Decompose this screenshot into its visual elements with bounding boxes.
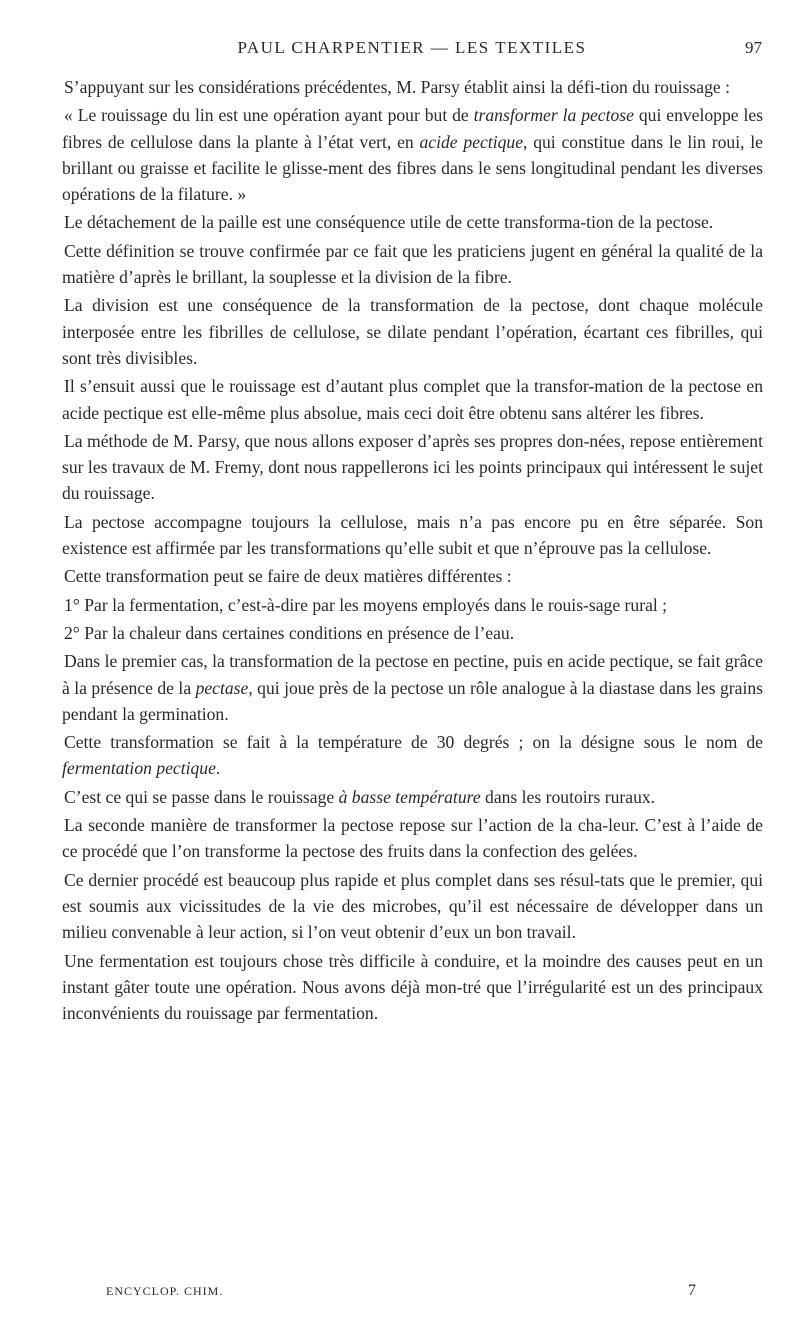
running-title: PAUL CHARPENTIER — LES TEXTILES: [237, 38, 587, 57]
italic-text: fermentation pectique: [62, 758, 216, 779]
paragraph: [62, 238, 763, 291]
text-run: , qui constitue dans le lin roui, le brillant ou graisse et facilite le glisse-ment des fibres dans le sens longitudinal pendant les diverses opérations de la filature. »: [62, 131, 763, 205]
text-run: La méthode de M. Parsy, que nous allons exposer d’après ses propres don-nées, repose entièrement sur les travaux de M. Fremy, dont nous rappellerons ici les points principaux qui intéressent le sujet du rouissage.: [62, 430, 763, 504]
text-run: Il s’ensuit aussi que le rouissage est d’autant plus complet que la transfor-mation de la pectose en acide pectique est elle-même plus absolue, mais ceci doit être obtenu sans altérer les fibres.: [62, 376, 763, 423]
text-run: C’est ce qui se passe dans le rouissage: [64, 786, 339, 807]
text-run: Cette définition se trouve confirmée par ce fait que les praticiens jugent en général la qualité de la matière d’après le brillant, la souplesse et la division de la fibre.: [62, 240, 763, 288]
page-header: [62, 38, 762, 62]
text-run: Dans le premier cas, la transformation de la pectose en pectine, puis en acide pectique, se fait grâce à la présence de la: [62, 651, 763, 698]
text-run: qui enveloppe les fibres de cellulose dans la plante à l’état vert, en: [62, 105, 764, 152]
text-run: 2° Par la chaleur dans certaines conditions en présence de l’eau.: [64, 622, 515, 643]
text-run: .: [215, 758, 221, 779]
paragraph: [62, 729, 763, 782]
paragraph: [62, 648, 763, 727]
footer-publication: ENCYCLOP. CHIM.: [106, 1284, 224, 1298]
text-run: S’appuyant sur les considérations précédentes, M. Parsy établit ainsi la défi-tion du rouissage :: [64, 77, 730, 97]
paragraph: [62, 102, 763, 207]
text-run: 1° Par la fermentation, c’est-à-dire par les moyens employés dans le rouis-sage rural ;: [64, 594, 668, 615]
paragraph: [62, 292, 763, 371]
text-run: , qui joue près de la pectose un rôle analogue à la diastase dans les grains pendant la germination.: [62, 677, 763, 724]
text-run: La seconde manière de transformer la pectose repose sur l’action de la cha-leur. C’est à l’aide de ce procédé que l’on transforme la pectose des fruits dans la confection des gelées.: [62, 815, 763, 862]
text-run: Le détachement de la paille est une conséquence utile de cette transforma-tion de la pectose.: [64, 212, 714, 233]
paragraph: [62, 74, 763, 100]
paragraph: [62, 784, 763, 810]
text-run: dans les routoirs ruraux.: [480, 786, 656, 807]
text-run: Une fermentation est toujours chose très difficile à conduire, et la moindre des causes peut en un instant gâter toute une opération. Nous avons déjà mon-tré que l’irrégularité est un des principaux inconvénients du rouissage par fermentation.: [62, 950, 763, 1024]
paragraph: [62, 563, 763, 589]
paragraph: [62, 592, 763, 618]
text-run: La division est une conséquence de la transformation de la pectose, dont chaque molécule interposée entre les fibrilles de cellulose, se dilate pendant l’opération, écartant ces fibrilles, qui sont très divisibles.: [62, 295, 763, 368]
page-footer: [106, 1284, 762, 1299]
text-run: La pectose accompagne toujours la cellulose, mais n’a pas encore pu en être séparée. Son existence est affirmée par les transformations qu’elle subit et que n’éprouve pas la cellulose.: [62, 511, 763, 559]
paragraph: [62, 209, 763, 235]
text-run: Cette transformation peut se faire de deux matières différentes :: [64, 566, 512, 587]
signature-mark: 7: [688, 1282, 696, 1299]
italic-text: pectase: [195, 677, 249, 698]
page-number: 97: [745, 38, 762, 57]
text-run: Ce dernier procédé est beaucoup plus rapide et plus complet dans ses résul-tats que le premier, qui est soumis aux vicissitudes de la vie des microbes, qu’il est nécessaire de développer dans un milieu convenable à leur action, si l’on veut obtenir d’eux un bon travail.: [62, 869, 763, 943]
text-run: Cette transformation se fait à la température de 30 degrés ; on la désigne sous le nom de: [64, 732, 763, 753]
paragraph: [62, 948, 763, 1027]
paragraph: [62, 812, 763, 865]
paragraph: [62, 620, 763, 646]
text-run: « Le rouissage du lin est une opération ayant pour but de: [64, 105, 474, 126]
italic-text: à basse température: [338, 786, 481, 807]
paragraph: [62, 428, 763, 507]
italic-text: acide pectique: [419, 131, 523, 152]
body-text: [62, 74, 763, 1028]
paragraph: [62, 509, 763, 562]
paragraph: [62, 867, 763, 946]
italic-text: transformer la pectose: [473, 105, 634, 126]
paragraph: [62, 373, 763, 426]
